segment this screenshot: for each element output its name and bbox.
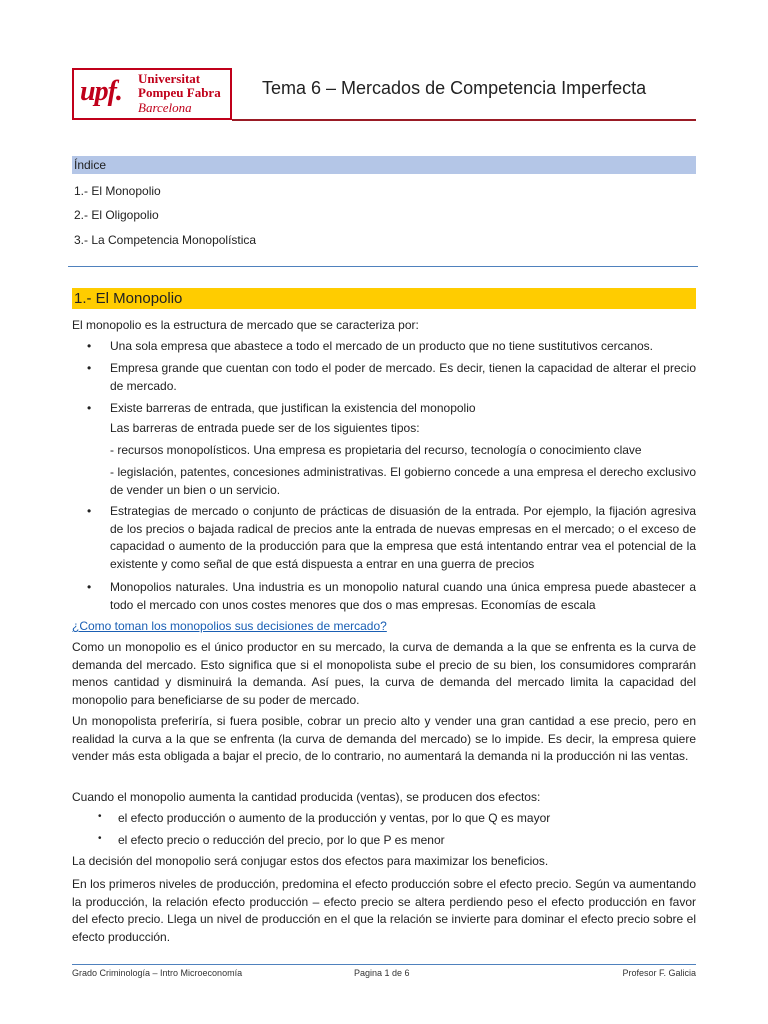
index-item-competencia[interactable]: 3.- La Competencia Monopolística [74, 233, 257, 247]
index-item-monopolio[interactable]: 1.- El Monopolio [74, 184, 161, 198]
section-heading: 1.- El Monopolio [74, 290, 183, 307]
effect-item: el efecto producción o aumento de la producción y ventas, por lo que Q es mayor [118, 811, 551, 825]
index-heading-bar [72, 156, 696, 174]
bullet-item: Monopolios naturales. Una industria es un monopolio natural cuando una única empresa puede abastecer a todo el mercado con unos costes menores que dos o mas empresas. Economías de escala [110, 580, 696, 612]
effect-item: el efecto precio o reducción del precio, por lo que P es menor [118, 833, 445, 847]
footer-page-number: Pagina 1 de 6 [354, 968, 410, 978]
bullet-dot: • [87, 361, 92, 375]
index-heading: Índice [74, 158, 107, 172]
barriers-intro: Las barreras de entrada puede ser de los siguientes tipos: [110, 421, 420, 435]
logo-mark: upf. [80, 76, 122, 107]
upf-logo [72, 68, 232, 120]
logo-line-2: Pompeu Fabra [138, 85, 221, 100]
bullet-item: Existe barreras de entrada, que justifican la existencia del monopolio [110, 401, 476, 415]
bullet-dot: • [87, 580, 92, 594]
decisions-link[interactable]: ¿Como toman los monopolios sus decisiones de mercado? [72, 619, 387, 633]
document-title: Tema 6 – Mercados de Competencia Imperfecta [262, 78, 647, 98]
paragraph: Como un monopolio es el único productor en su mercado, la curva de demanda a la que se enfrenta es la curva de demanda del mercado. Esto significa que si el monopolista sube el precio de su bien, los consumidores comprarán menos cantidad y disminuirá la demanda. Así pues, la curva de demanda del mercado limita la capacidad del monopolio para beneficiarse de su poder de mercado. [72, 640, 696, 707]
header-divider [232, 119, 696, 121]
logo-line-3: Barcelona [138, 100, 192, 115]
index-item-oligopolio[interactable]: 2.- El Oligopolio [74, 208, 159, 222]
footer-divider [72, 964, 696, 965]
logo-text [138, 72, 221, 115]
paragraph: Cuando el monopolio aumenta la cantidad producida (ventas), se producen dos efectos: [72, 790, 541, 804]
index-divider [68, 266, 698, 267]
footer-course: Grado Criminología – Intro Microeconomía [72, 968, 243, 978]
barrier-legislation: - legislación, patentes, concesiones administrativas. El gobierno concede a una empresa el derecho exclusivo de vender un bien o un servicio. [110, 465, 696, 497]
bullet-dot: • [98, 833, 102, 844]
section-intro: El monopolio es la estructura de mercado que se caracteriza por: [72, 318, 419, 332]
paragraph: La decisión del monopolio será conjugar estos dos efectos para maximizar los beneficios. [72, 854, 549, 868]
paragraph: Un monopolista preferiría, si fuera posible, cobrar un precio alto y vender una gran cantidad a ese precio, pero en realidad la curva a la que se enfrenta (la curva de demanda del mercado) se lo impide. Es decir, la empresa quiere vender más esta obligada a bajar el precio, de lo contrario, no aumentará la demanda ni la producción ni las ventas. [72, 714, 696, 763]
bullet-dot: • [98, 811, 102, 822]
bullet-item: Estrategias de mercado o conjunto de prácticas de disuasión de la entrada. Por ejemplo, la fijación agresiva de los precios o bajada radical de precios ante la entrada de nuevas empresas en el mercado; o el exceso de capacidad o aumento de la producción para que la empresa que está intentando entrar vea el potencial de la existente y como señal de que está dispuesta a entrar en una guerra de precios [110, 504, 696, 571]
barrier-resources: - recursos monopolísticos. Una empresa es propietaria del recurso, tecnología o conocimiento clave [110, 443, 642, 457]
bullet-item: Una sola empresa que abastece a todo el mercado de un producto que no tiene sustitutivos cercanos. [110, 339, 654, 353]
footer-professor: Profesor F. Galicia [622, 968, 696, 978]
bullet-dot: • [87, 401, 92, 415]
bullet-dot: • [87, 504, 92, 518]
paragraph: En los primeros niveles de producción, predomina el efecto producción sobre el efecto precio. Según va aumentando la producción, la relación efecto producción – efecto precio se altera perdiendo peso el efecto producción en favor del efecto precio. Llega un nivel de producción en el que la relación se invierte para dominar el efecto precio sobre el efecto producción. [72, 877, 696, 944]
bullet-dot: • [87, 339, 92, 353]
logo-line-1: Universitat [138, 71, 201, 86]
bullet-item: Empresa grande que cuentan con todo el poder de mercado. Es decir, tienen la capacidad de alterar el precio de mercado. [110, 361, 696, 393]
